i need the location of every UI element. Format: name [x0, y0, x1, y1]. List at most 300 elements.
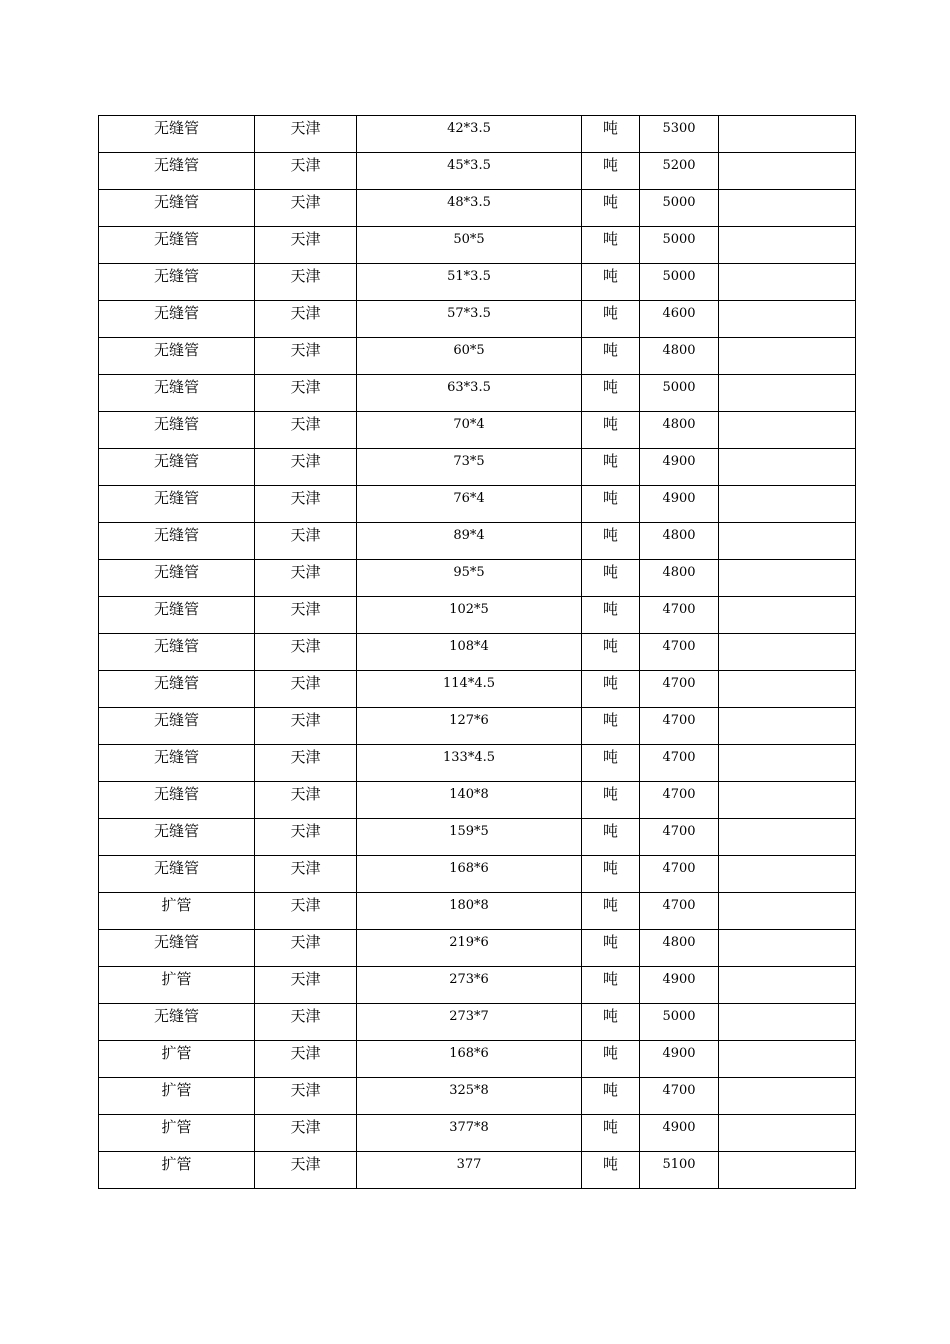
price-cell [640, 671, 719, 708]
unit-cell-text: 吨 [602, 1081, 618, 1099]
note-cell-text [719, 486, 855, 490]
note-cell-text [719, 819, 855, 823]
unit-cell-text: 吨 [602, 859, 618, 877]
note-cell [719, 1152, 856, 1189]
unit-cell [582, 116, 640, 153]
unit-cell-text: 吨 [602, 563, 618, 581]
unit-cell-text: 吨 [602, 341, 618, 359]
price-cell-text: 5200 [662, 158, 696, 173]
note-cell [719, 560, 856, 597]
product-name-cell-text: 无缝管 [153, 378, 199, 396]
price-cell [640, 893, 719, 930]
origin-cell [255, 634, 357, 671]
spec-cell-text: 57*3.5 [447, 306, 491, 321]
unit-cell [582, 745, 640, 782]
origin-cell-text: 天津 [290, 711, 321, 729]
spec-cell [357, 301, 582, 338]
note-cell-text [719, 967, 855, 971]
origin-cell-text: 天津 [290, 304, 321, 322]
product-name-cell-text: 无缝管 [153, 267, 199, 285]
price-cell [640, 782, 719, 819]
product-name-cell-text: 无缝管 [153, 119, 199, 137]
product-name-cell [99, 597, 255, 634]
table-row [99, 375, 856, 412]
price-cell [640, 523, 719, 560]
price-cell [640, 1078, 719, 1115]
product-name-cell [99, 190, 255, 227]
unit-cell [582, 449, 640, 486]
price-cell-text: 4800 [662, 565, 696, 580]
product-name-cell-text: 无缝管 [153, 230, 199, 248]
price-cell-text: 4800 [662, 417, 696, 432]
price-cell-text: 4700 [662, 898, 696, 913]
note-cell-text [719, 634, 855, 638]
spec-cell-text: 377*8 [449, 1120, 489, 1135]
table-row [99, 856, 856, 893]
spec-cell [357, 856, 582, 893]
spec-cell-text: 70*4 [453, 417, 485, 432]
price-table [98, 115, 856, 1189]
spec-cell [357, 1004, 582, 1041]
unit-cell-text: 吨 [602, 193, 618, 211]
unit-cell [582, 1078, 640, 1115]
price-cell [640, 338, 719, 375]
unit-cell [582, 375, 640, 412]
product-name-cell-text: 无缝管 [153, 674, 199, 692]
price-cell [640, 227, 719, 264]
table-row [99, 227, 856, 264]
price-cell [640, 486, 719, 523]
price-cell-text: 4900 [662, 1046, 696, 1061]
origin-cell [255, 486, 357, 523]
note-cell-text [719, 1152, 855, 1156]
unit-cell-text: 吨 [602, 119, 618, 137]
note-cell [719, 375, 856, 412]
table-row [99, 1004, 856, 1041]
unit-cell-text: 吨 [602, 637, 618, 655]
spec-cell [357, 597, 582, 634]
unit-cell-text: 吨 [602, 896, 618, 914]
unit-cell [582, 560, 640, 597]
product-name-cell-text: 无缝管 [153, 822, 199, 840]
origin-cell [255, 523, 357, 560]
price-cell-text: 4900 [662, 491, 696, 506]
table-row [99, 301, 856, 338]
note-cell [719, 967, 856, 1004]
spec-cell-text: 180*8 [449, 898, 489, 913]
unit-cell-text: 吨 [602, 1044, 618, 1062]
origin-cell-text: 天津 [290, 1081, 321, 1099]
origin-cell [255, 967, 357, 1004]
note-cell [719, 301, 856, 338]
table-row [99, 745, 856, 782]
origin-cell-text: 天津 [290, 748, 321, 766]
price-cell-text: 4900 [662, 972, 696, 987]
note-cell-text [719, 338, 855, 342]
price-cell [640, 560, 719, 597]
table-row [99, 153, 856, 190]
price-cell-text: 4700 [662, 787, 696, 802]
origin-cell-text: 天津 [290, 452, 321, 470]
price-cell-text: 5300 [662, 121, 696, 136]
unit-cell-text: 吨 [602, 970, 618, 988]
spec-cell-text: 219*6 [449, 935, 489, 950]
note-cell [719, 1078, 856, 1115]
unit-cell [582, 523, 640, 560]
product-name-cell-text: 扩管 [161, 1081, 192, 1099]
origin-cell-text: 天津 [290, 822, 321, 840]
product-name-cell [99, 264, 255, 301]
note-cell-text [719, 153, 855, 157]
product-name-cell-text: 无缝管 [153, 933, 199, 951]
product-name-cell [99, 1115, 255, 1152]
origin-cell-text: 天津 [290, 526, 321, 544]
unit-cell [582, 1041, 640, 1078]
product-name-cell [99, 745, 255, 782]
table-body [99, 116, 856, 1189]
origin-cell-text: 天津 [290, 970, 321, 988]
spec-cell-text: 102*5 [449, 602, 489, 617]
table-row [99, 560, 856, 597]
origin-cell-text: 天津 [290, 267, 321, 285]
spec-cell-text: 377 [456, 1157, 482, 1172]
product-name-cell [99, 634, 255, 671]
price-cell [640, 1152, 719, 1189]
spec-cell [357, 449, 582, 486]
unit-cell [582, 1152, 640, 1189]
table-row [99, 1041, 856, 1078]
price-cell-text: 4800 [662, 343, 696, 358]
product-name-cell [99, 819, 255, 856]
note-cell-text [719, 708, 855, 712]
price-cell-text: 5000 [662, 269, 696, 284]
spec-cell [357, 1041, 582, 1078]
note-cell [719, 153, 856, 190]
product-name-cell-text: 无缝管 [153, 304, 199, 322]
unit-cell-text: 吨 [602, 526, 618, 544]
origin-cell-text: 天津 [290, 489, 321, 507]
product-name-cell-text: 无缝管 [153, 637, 199, 655]
spec-cell-text: 60*5 [453, 343, 485, 358]
price-cell-text: 5100 [662, 1157, 696, 1172]
origin-cell [255, 412, 357, 449]
price-cell-text: 4900 [662, 454, 696, 469]
origin-cell [255, 264, 357, 301]
spec-cell [357, 190, 582, 227]
product-name-cell-text: 无缝管 [153, 748, 199, 766]
unit-cell [582, 264, 640, 301]
spec-cell-text: 51*3.5 [447, 269, 491, 284]
spec-cell [357, 375, 582, 412]
unit-cell-text: 吨 [602, 230, 618, 248]
unit-cell-text: 吨 [602, 1118, 618, 1136]
unit-cell-text: 吨 [602, 452, 618, 470]
origin-cell-text: 天津 [290, 230, 321, 248]
spec-cell-text: 45*3.5 [447, 158, 491, 173]
price-cell-text: 4700 [662, 824, 696, 839]
origin-cell [255, 190, 357, 227]
table-row [99, 264, 856, 301]
spec-cell-text: 273*7 [449, 1009, 489, 1024]
product-name-cell-text: 无缝管 [153, 859, 199, 877]
note-cell-text [719, 412, 855, 416]
origin-cell-text: 天津 [290, 378, 321, 396]
product-name-cell-text: 无缝管 [153, 526, 199, 544]
origin-cell [255, 153, 357, 190]
product-name-cell [99, 782, 255, 819]
origin-cell-text: 天津 [290, 859, 321, 877]
spec-cell-text: 140*8 [449, 787, 489, 802]
origin-cell-text: 天津 [290, 637, 321, 655]
product-name-cell-text: 无缝管 [153, 156, 199, 174]
origin-cell-text: 天津 [290, 193, 321, 211]
table-row [99, 1078, 856, 1115]
table-row [99, 782, 856, 819]
product-name-cell [99, 560, 255, 597]
origin-cell-text: 天津 [290, 933, 321, 951]
origin-cell [255, 560, 357, 597]
spec-cell [357, 523, 582, 560]
origin-cell [255, 708, 357, 745]
price-cell-text: 4600 [662, 306, 696, 321]
price-cell [640, 190, 719, 227]
note-cell-text [719, 856, 855, 860]
table-row [99, 1152, 856, 1189]
spec-cell [357, 560, 582, 597]
spec-cell [357, 116, 582, 153]
note-cell-text [719, 227, 855, 231]
product-name-cell-text: 扩管 [161, 1155, 192, 1173]
table-row [99, 190, 856, 227]
unit-cell [582, 1115, 640, 1152]
product-name-cell [99, 1041, 255, 1078]
product-name-cell [99, 338, 255, 375]
note-cell-text [719, 1078, 855, 1082]
origin-cell [255, 745, 357, 782]
price-cell [640, 856, 719, 893]
origin-cell [255, 1041, 357, 1078]
unit-cell [582, 486, 640, 523]
table-row [99, 1115, 856, 1152]
spec-cell [357, 153, 582, 190]
unit-cell [582, 671, 640, 708]
product-name-cell [99, 486, 255, 523]
product-name-cell [99, 523, 255, 560]
product-name-cell [99, 227, 255, 264]
spec-cell [357, 227, 582, 264]
product-name-cell-text: 无缝管 [153, 600, 199, 618]
price-cell-text: 4700 [662, 602, 696, 617]
table-row [99, 523, 856, 560]
spec-cell [357, 930, 582, 967]
unit-cell-text: 吨 [602, 378, 618, 396]
spec-cell [357, 264, 582, 301]
product-name-cell-text: 无缝管 [153, 563, 199, 581]
table-row [99, 634, 856, 671]
price-cell-text: 5000 [662, 232, 696, 247]
note-cell [719, 634, 856, 671]
price-cell-text: 4700 [662, 861, 696, 876]
unit-cell [582, 819, 640, 856]
spec-cell-text: 133*4.5 [443, 750, 495, 765]
unit-cell-text: 吨 [602, 674, 618, 692]
origin-cell [255, 819, 357, 856]
spec-cell-text: 127*6 [449, 713, 489, 728]
spec-cell-text: 50*5 [453, 232, 485, 247]
price-cell [640, 597, 719, 634]
note-cell [719, 930, 856, 967]
price-cell-text: 5000 [662, 380, 696, 395]
product-name-cell [99, 930, 255, 967]
price-cell-text: 4800 [662, 528, 696, 543]
product-name-cell [99, 449, 255, 486]
note-cell-text [719, 523, 855, 527]
product-name-cell [99, 1152, 255, 1189]
spec-cell [357, 745, 582, 782]
origin-cell-text: 天津 [290, 341, 321, 359]
price-cell [640, 1115, 719, 1152]
price-cell [640, 264, 719, 301]
origin-cell [255, 338, 357, 375]
product-name-cell-text: 无缝管 [153, 785, 199, 803]
product-name-cell [99, 671, 255, 708]
price-cell [640, 301, 719, 338]
spec-cell-text: 168*6 [449, 861, 489, 876]
price-cell [640, 819, 719, 856]
unit-cell [582, 597, 640, 634]
product-name-cell-text: 无缝管 [153, 341, 199, 359]
spec-cell-text: 89*4 [453, 528, 485, 543]
note-cell-text [719, 597, 855, 601]
note-cell [719, 819, 856, 856]
note-cell-text [719, 930, 855, 934]
note-cell [719, 893, 856, 930]
unit-cell [582, 893, 640, 930]
spec-cell [357, 708, 582, 745]
origin-cell-text: 天津 [290, 415, 321, 433]
spec-cell-text: 73*5 [453, 454, 485, 469]
price-cell-text: 4700 [662, 1083, 696, 1098]
spec-cell-text: 159*5 [449, 824, 489, 839]
table-row [99, 486, 856, 523]
note-cell [719, 1004, 856, 1041]
origin-cell [255, 227, 357, 264]
unit-cell-text: 吨 [602, 748, 618, 766]
origin-cell-text: 天津 [290, 563, 321, 581]
origin-cell [255, 782, 357, 819]
product-name-cell [99, 301, 255, 338]
price-cell [640, 375, 719, 412]
origin-cell [255, 1004, 357, 1041]
table-row [99, 893, 856, 930]
spec-cell-text: 48*3.5 [447, 195, 491, 210]
note-cell [719, 597, 856, 634]
spec-cell-text: 273*6 [449, 972, 489, 987]
price-cell [640, 708, 719, 745]
price-cell [640, 1041, 719, 1078]
unit-cell [582, 634, 640, 671]
spec-cell [357, 1078, 582, 1115]
note-cell [719, 856, 856, 893]
product-name-cell-text: 无缝管 [153, 415, 199, 433]
origin-cell-text: 天津 [290, 119, 321, 137]
spec-cell-text: 168*6 [449, 1046, 489, 1061]
note-cell-text [719, 449, 855, 453]
product-name-cell [99, 375, 255, 412]
spec-cell [357, 967, 582, 1004]
spec-cell [357, 412, 582, 449]
price-cell-text: 4900 [662, 1120, 696, 1135]
unit-cell [582, 190, 640, 227]
price-cell-text: 5000 [662, 1009, 696, 1024]
price-cell-text: 4800 [662, 935, 696, 950]
product-name-cell-text: 无缝管 [153, 1007, 199, 1025]
product-name-cell [99, 153, 255, 190]
spec-cell-text: 108*4 [449, 639, 489, 654]
spec-cell [357, 893, 582, 930]
origin-cell [255, 1078, 357, 1115]
note-cell-text [719, 301, 855, 305]
spec-cell-text: 95*5 [453, 565, 485, 580]
table-row [99, 449, 856, 486]
price-cell [640, 116, 719, 153]
note-cell [719, 264, 856, 301]
origin-cell-text: 天津 [290, 1044, 321, 1062]
origin-cell [255, 893, 357, 930]
origin-cell-text: 天津 [290, 1007, 321, 1025]
product-name-cell-text: 无缝管 [153, 711, 199, 729]
product-name-cell-text: 无缝管 [153, 193, 199, 211]
spec-cell-text: 325*8 [449, 1083, 489, 1098]
table-row [99, 967, 856, 1004]
unit-cell-text: 吨 [602, 1155, 618, 1173]
origin-cell-text: 天津 [290, 896, 321, 914]
table-row [99, 671, 856, 708]
unit-cell-text: 吨 [602, 1007, 618, 1025]
spec-cell-text: 63*3.5 [447, 380, 491, 395]
note-cell-text [719, 1004, 855, 1008]
price-cell-text: 4700 [662, 639, 696, 654]
note-cell-text [719, 1041, 855, 1045]
origin-cell-text: 天津 [290, 1118, 321, 1136]
unit-cell-text: 吨 [602, 415, 618, 433]
note-cell-text [719, 893, 855, 897]
unit-cell-text: 吨 [602, 822, 618, 840]
product-name-cell-text: 扩管 [161, 970, 192, 988]
note-cell [719, 338, 856, 375]
unit-cell-text: 吨 [602, 711, 618, 729]
price-cell-text: 5000 [662, 195, 696, 210]
unit-cell [582, 856, 640, 893]
note-cell [719, 1115, 856, 1152]
product-name-cell [99, 856, 255, 893]
price-cell [640, 153, 719, 190]
unit-cell [582, 227, 640, 264]
note-cell [719, 1041, 856, 1078]
origin-cell-text: 天津 [290, 1155, 321, 1173]
spec-cell-text: 76*4 [453, 491, 485, 506]
origin-cell [255, 930, 357, 967]
unit-cell-text: 吨 [602, 785, 618, 803]
spec-cell-text: 114*4.5 [443, 676, 495, 691]
product-name-cell [99, 708, 255, 745]
spec-cell-text: 42*3.5 [447, 121, 491, 136]
spec-cell [357, 634, 582, 671]
note-cell-text [719, 264, 855, 268]
price-cell-text: 4700 [662, 676, 696, 691]
note-cell [719, 227, 856, 264]
origin-cell-text: 天津 [290, 785, 321, 803]
